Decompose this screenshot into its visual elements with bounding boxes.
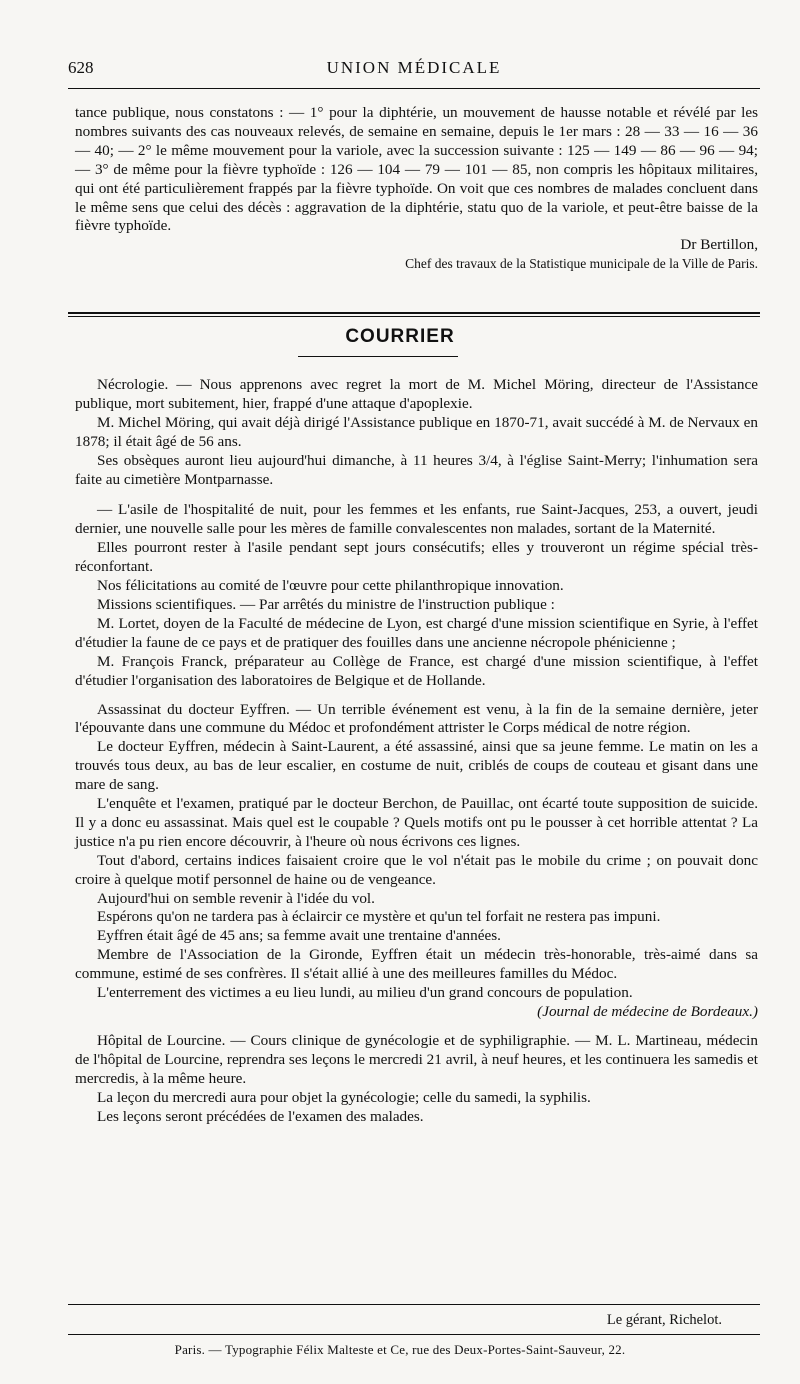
signature-name: Dr Bertillon, bbox=[680, 236, 758, 254]
news-paragraph: — L'asile de l'hospitalité de nuit, pour les femmes et les enfants, rue Saint-Jacques, 253, a ouvert, jeudi dernier, une nouvelle salle pour les mères de famille convalescentes non malades, sortant de la Maternité. bbox=[75, 501, 758, 538]
news-paragraph: M. Lortet, doyen de la Faculté de médecine de Lyon, est chargé d'une mission scientifique en Syrie, à l'effet d'étudier la faune de ce pays et de pratiquer des fouilles dans une ancienne nécropole phénicienne ; bbox=[75, 614, 758, 651]
news-paragraph: Le docteur Eyffren, médecin à Saint-Laurent, a été assassiné, ainsi que sa jeune femme. Le matin on les a trouvés tous deux, au bas de leur escalier, en costume de nuit, criblés de coups de couteau et gisant dans une mare de sang. bbox=[75, 738, 758, 794]
statistics-article bbox=[75, 104, 758, 274]
news-paragraph: Membre de l'Association de la Gironde, Eyffren était un médecin très-honorable, très-aimé dans sa commune, estimé de ses confrères. Il s'était allié à une des meilleures familles du Médoc. bbox=[75, 946, 758, 983]
section-title-underline bbox=[298, 356, 458, 357]
news-paragraph: Hôpital de Lourcine. — Cours clinique de gynécologie et de syphiligraphie. — M. L. Martineau, médecin de l'hôpital de Lourcine, reprendra ses leçons le mercredi 21 avril, à neuf heures, et les continuera les samedis et mercredis, à la même heure. bbox=[75, 1031, 758, 1087]
signature-title: Chef des travaux de la Statistique municipale de la Ville de Paris. bbox=[405, 256, 758, 272]
news-paragraph: M. François Franck, préparateur au Collège de France, est chargé d'une mission scientifique, à l'effet d'étudier l'organisation des laboratoires de Belgique et de Hollande. bbox=[75, 652, 758, 689]
header-rule bbox=[68, 88, 760, 89]
statistics-paragraph: tance publique, nous constatons : — 1° pour la diphtérie, un mouvement de hausse notable et révélé par les nombres suivants des cas nouveaux relevés, de semaine en semaine, depuis le 1er mars : 28 — 33 — 16 — 36 — 40; — 2° le même mouvement pour la variole, avec la succession suivante : 125 — 149 — 86 — 96 — 94; — 3° de même pour la fièvre typhoïde : 126 — 104 — 79 — 101 — 85, non compris les hôpitaux militaires, qui ont été particulièrement frappés par la fièvre typhoïde. On voit que ces nombres de malades concluent dans le même sens que celui des décès : aggravation de la diphtérie, statu quo de la variole, et peut-être baisse de la fièvre typhoïde. bbox=[75, 104, 758, 235]
imprint-rule bbox=[68, 1334, 760, 1335]
courrier-body bbox=[75, 376, 758, 1126]
printer-imprint: Paris. — Typographie Félix Malteste et Ce, rue des Deux-Portes-Saint-Sauveur, 22. bbox=[174, 1342, 626, 1357]
news-paragraph: M. Michel Möring, qui avait déjà dirigé l'Assistance publique en 1870-71, avait succédé à M. de Nervaux en 1878; il était âgé de 56 ans. bbox=[75, 413, 758, 450]
news-paragraph: L'enterrement des victimes a eu lieu lundi, au milieu d'un grand concours de population. bbox=[97, 984, 633, 1002]
news-paragraph: Ses obsèques auront lieu aujourd'hui dimanche, à 11 heures 3/4, à l'église Saint-Merry; l'inhumation sera faite au cimetière Montparnasse. bbox=[75, 451, 758, 488]
section-title: COURRIER bbox=[345, 326, 455, 347]
news-paragraph: Aujourd'hui on semble revenir à l'idée du vol. bbox=[97, 889, 375, 907]
page-number: 628 bbox=[68, 58, 94, 77]
section-rule-top bbox=[68, 312, 760, 314]
news-paragraph: Nécrologie. — Nous apprenons avec regret la mort de M. Michel Möring, directeur de l'Assistance publique, mort subitement, hier, frappé d'une attaque d'apoplexie. bbox=[75, 376, 758, 412]
news-paragraph: Assassinat du docteur Eyffren. — Un terrible événement est venu, à la fin de la semaine dernière, jeter l'épouvante dans une commune du Médoc et profondément attrister le Corps médical de notre région. bbox=[75, 700, 758, 737]
gerant-signature: Le gérant, Richelot. bbox=[606, 1312, 722, 1328]
news-paragraph: L'enquête et l'examen, pratiqué par le docteur Berchon, de Pauillac, ont écarté toute supposition de suicide. Il y a donc eu assassinat. Mais quel est le coupable ? Quels motifs ont pu le pousser à cet horrible attentat ? La justice n'a pu rien encore découvrir, à l'heure où nous écrivons ces lignes. bbox=[75, 795, 758, 850]
news-paragraph: Eyffren était âgé de 45 ans; sa femme avait une trentaine d'années. bbox=[97, 927, 501, 945]
news-paragraph: Tout d'abord, certains indices faisaient croire que le vol n'était pas le mobile du crime ; on pouvait donc croire à quelque motif personnel de haine ou de vengeance. bbox=[75, 851, 758, 888]
running-title: UNION MÉDICALE bbox=[326, 58, 502, 77]
news-paragraph: Nos félicitations au comité de l'œuvre pour cette philanthropique innovation. bbox=[97, 577, 564, 595]
news-paragraph: La leçon du mercredi aura pour objet la gynécologie; celle du samedi, la syphilis. bbox=[97, 1088, 591, 1106]
news-paragraph: Missions scientifiques. — Par arrêtés du ministre de l'instruction publique : bbox=[97, 595, 555, 613]
news-paragraph: Elles pourront rester à l'asile pendant sept jours consécutifs; elles y trouveront un régime spécial très-réconfortant. bbox=[75, 539, 758, 576]
footer-rule bbox=[68, 1304, 760, 1305]
news-paragraph: Les leçons seront précédées de l'examen des malades. bbox=[97, 1107, 424, 1125]
section-rule-top-thin bbox=[68, 316, 760, 317]
page-header bbox=[68, 58, 760, 84]
news-paragraph: Espérons qu'on ne tardera pas à éclaircir ce mystère et qu'un tel forfait ne restera pas impuni. bbox=[97, 908, 661, 926]
source-citation: (Journal de médecine de Bordeaux.) bbox=[537, 1003, 758, 1020]
